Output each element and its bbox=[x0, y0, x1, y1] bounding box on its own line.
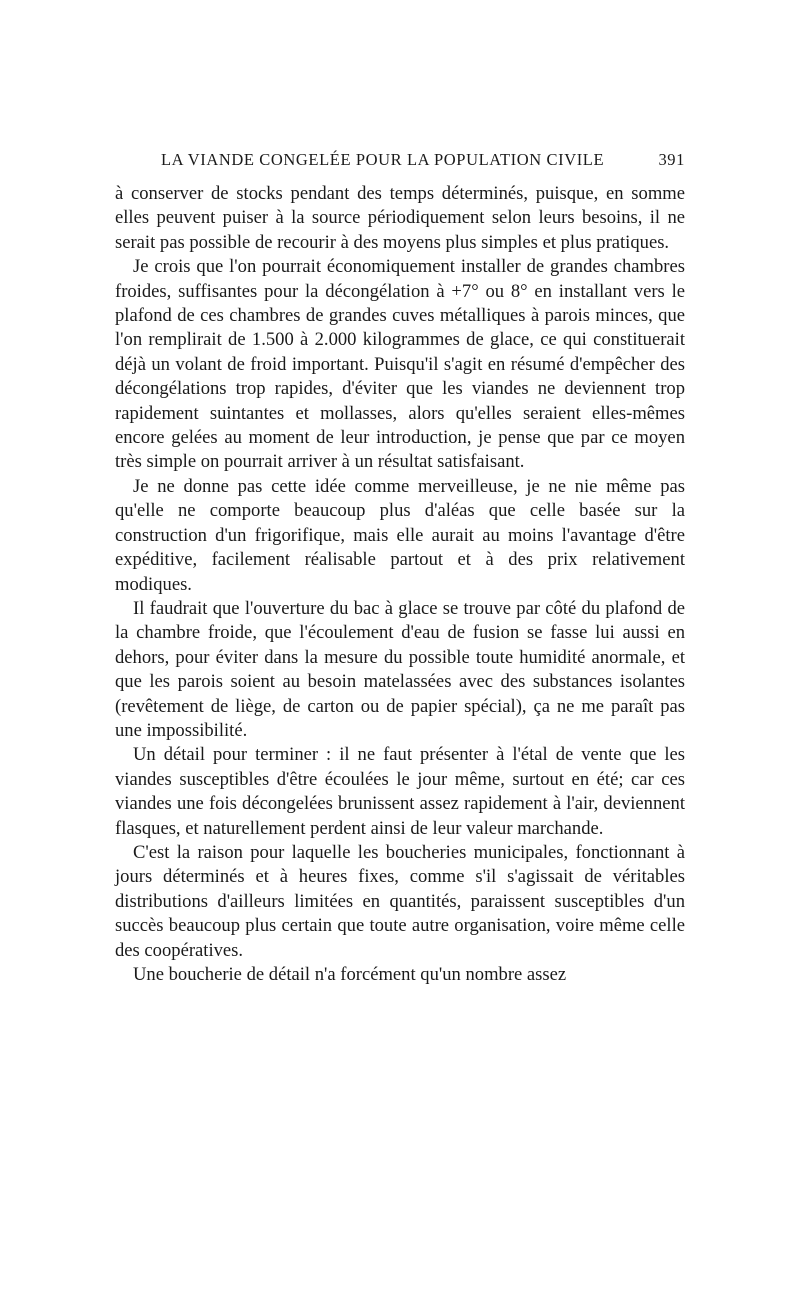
paragraph: Il faudrait que l'ouverture du bac à glace se trouve par côté du plafond de la chambre froide, que l'écoulement d'eau de fusion se fasse lui aussi en dehors, pour éviter dans la mesure du possible toute humidité anormale, et que les parois soient au besoin matelassées avec des substances isolantes (revêtement de liège, de carton ou de papier spécial), ça ne me paraît pas une impossibilité. bbox=[115, 597, 685, 741]
paragraph: Une boucherie de détail n'a forcément qu'un nombre assez bbox=[133, 964, 567, 985]
body-text bbox=[115, 182, 685, 987]
page-number: 391 bbox=[658, 150, 685, 169]
running-head bbox=[115, 148, 685, 172]
book-page bbox=[115, 148, 685, 987]
running-title: LA VIANDE CONGELÉE POUR LA POPULATION CIVILE bbox=[161, 150, 605, 169]
paragraph: Je ne donne pas cette idée comme merveilleuse, je ne nie même pas qu'elle ne comporte beaucoup plus d'aléas que celle basée sur la construction d'un frigorifique, mais elle aurait au moins l'avantage d'être expéditive, facilement réalisable partout et à des prix relativement modiques. bbox=[115, 475, 685, 595]
paragraph: Je crois que l'on pourrait économiquement installer de grandes chambres froides, suffisantes pour la décongélation à +7° ou 8° en installant vers le plafond de ces chambres de grandes cuves métalliques à parois minces, que l'on remplirait de 1.500 à 2.000 kilogrammes de glace, ce qui constituerait déjà un volant de froid important. Puisqu'il s'agit en résumé d'empêcher des décongélations trop rapides, d'éviter que les viandes ne deviennent trop rapidement suintantes et mollasses, alors qu'elles seraient elles-mêmes encore gelées au moment de leur introduction, je pense que par ce moyen très simple on pourrait arriver à un résultat satisfaisant. bbox=[115, 256, 685, 473]
paragraph: Un détail pour terminer : il ne faut présenter à l'étal de vente que les viandes susceptibles d'être écoulées le jour même, surtout en été; car ces viandes une fois décongelées brunissent assez rapidement à l'air, deviennent flasques, et naturellement perdent ainsi de leur valeur marchande. bbox=[115, 744, 685, 839]
paragraph-continued: à conserver de stocks pendant des temps déterminés, puisque, en somme elles peuvent puiser à la source périodiquement selon leurs besoins, il ne serait pas possible de recourir à des moyens plus simples et plus pratiques. bbox=[115, 183, 685, 253]
paragraph: C'est la raison pour laquelle les boucheries municipales, fonctionnant à jours déterminés et à heures fixes, comme s'il s'agissait de véritables distributions d'ailleurs limitées en quantités, paraissent susceptibles d'un succès beaucoup plus certain que toute autre organisation, voire même celle des coopératives. bbox=[115, 841, 685, 961]
